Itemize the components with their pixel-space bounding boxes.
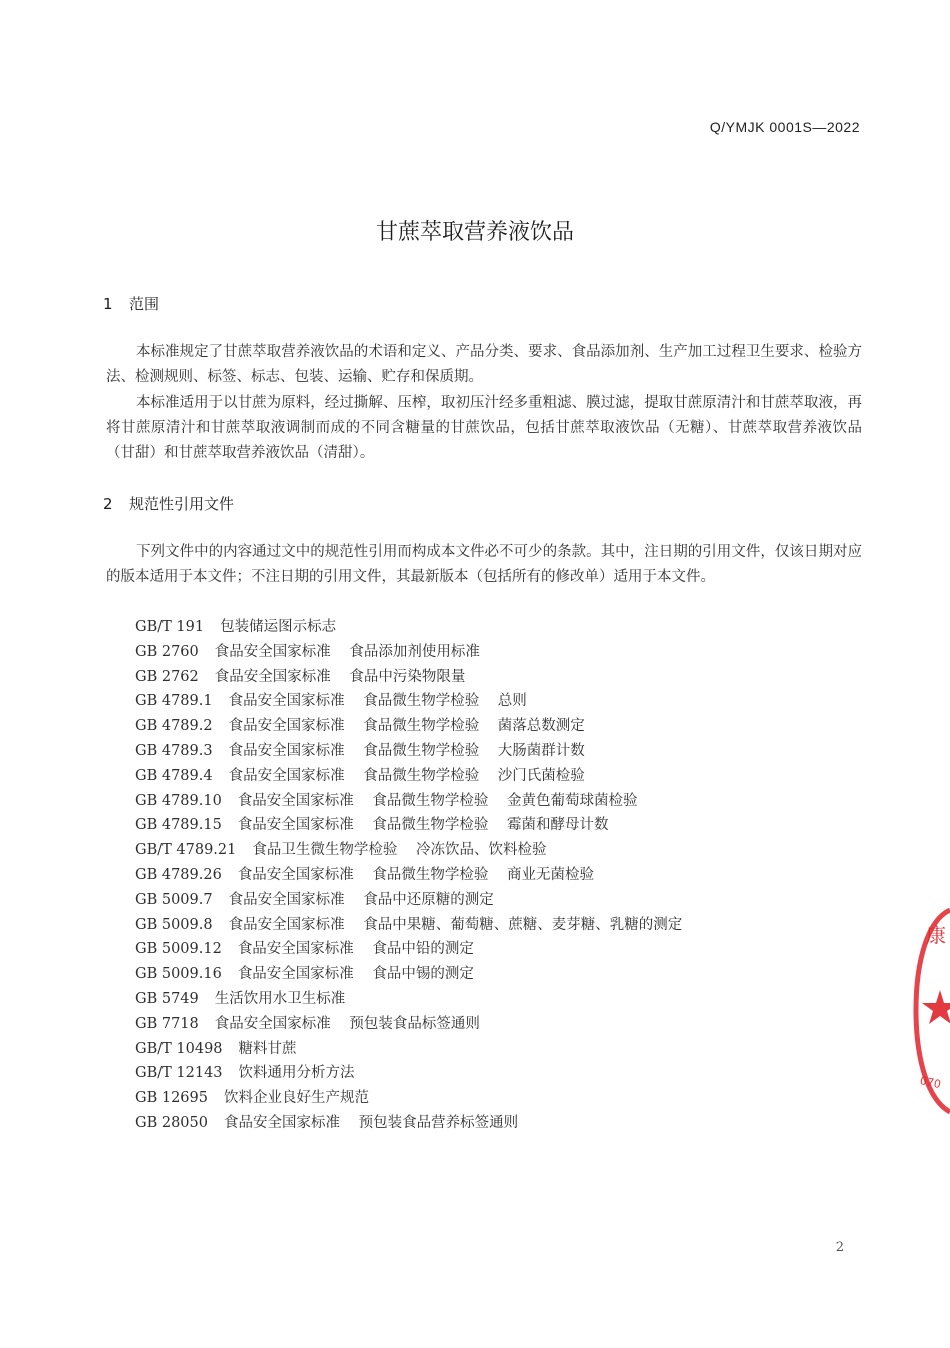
section-number: 1	[103, 295, 113, 313]
reference-title: 食品安全国家标准 食品微生物学检验 菌落总数测定	[228, 718, 585, 735]
reference-title: 包装储运图示标志	[220, 619, 337, 635]
reference-item	[135, 813, 682, 838]
reference-title: 食品卫生微生物学检验 冷冻饮品、饮料检验	[252, 842, 547, 859]
section-title: 范围	[129, 295, 160, 313]
reference-title: 生活饮用水卫生标准	[214, 990, 346, 1007]
reference-code: GB 4789.15	[135, 817, 222, 834]
reference-item	[135, 987, 682, 1012]
document-code: Q/YMJK 0001S—2022	[709, 119, 860, 135]
reference-code: GB 4789.4	[135, 767, 213, 784]
reference-item	[135, 1086, 682, 1111]
reference-code: GB 5009.16	[135, 966, 222, 983]
reference-code: GB 4789.1	[135, 693, 213, 710]
reference-item	[135, 615, 682, 640]
reference-code: GB 4789.2	[135, 718, 213, 735]
reference-title: 食品安全国家标准 食品微生物学检验 金黄色葡萄球菌检验	[237, 792, 638, 809]
reference-code: GB/T 4789.21	[135, 842, 237, 859]
reference-title: 食品安全国家标准 食品中污染物限量	[214, 668, 466, 685]
reference-item	[135, 640, 682, 665]
document-title: 甘蔗萃取营养液饮品	[375, 220, 574, 245]
reference-title: 食品安全国家标准 食品中铅的测定	[237, 941, 474, 958]
section-2-heading	[103, 493, 234, 514]
reference-item	[135, 665, 682, 690]
reference-code: GB 12695	[135, 1090, 208, 1107]
reference-title: 糖料甘蔗	[238, 1040, 297, 1057]
scope-paragraph-1: 本标准规定了甘蔗萃取营养液饮品的术语和定义、产品分类、要求、食品添加剂、生产加工过程卫生要求、检验方法、检测规则、标签、标志、包装、运输、贮存和保质期。	[106, 344, 862, 385]
normative-references-list	[135, 615, 682, 1136]
reference-item	[135, 962, 682, 987]
seal-glyph: 康	[926, 923, 946, 947]
reference-title: 饮料通用分析方法	[238, 1065, 355, 1082]
reference-title: 饮料企业良好生产规范	[223, 1090, 369, 1107]
reference-title: 食品安全国家标准 预包装食品营养标签通则	[223, 1114, 519, 1131]
reference-code: GB 2760	[135, 643, 199, 660]
reference-item	[135, 1061, 682, 1086]
reference-item	[135, 863, 682, 888]
reference-item	[135, 1012, 682, 1037]
reference-item	[135, 1111, 682, 1136]
reference-item	[135, 739, 682, 764]
reference-title: 食品安全国家标准 食品中果糖、葡萄糖、蔗糖、麦芽糖、乳糖的测定	[228, 916, 683, 933]
references-intro-paragraph: 下列文件中的内容通过文中的规范性引用而构成本文件必不可少的条款。其中，注日期的引用文件，仅该日期对应的版本适用于本文件；不注日期的引用文件，其最新版本（包括所有的修改单）适用于本文件。	[106, 544, 862, 585]
reference-item	[135, 789, 682, 814]
reference-code: GB 4789.10	[135, 792, 222, 809]
reference-title: 食品安全国家标准 食品微生物学检验 沙门氏菌检验	[228, 767, 585, 784]
reference-code: GB/T 10498	[135, 1040, 223, 1057]
reference-title: 食品安全国家标准 食品中还原糖的测定	[228, 891, 494, 908]
reference-title: 食品安全国家标准 食品微生物学检验 霉菌和酵母计数	[237, 817, 609, 834]
reference-code: GB 4789.26	[135, 866, 222, 883]
reference-title: 食品安全国家标准 食品微生物学检验 商业无菌检验	[237, 866, 595, 883]
reference-code: GB/T 191	[135, 619, 205, 635]
section-number: 2	[103, 495, 113, 513]
reference-title: 食品安全国家标准 预包装食品标签通则	[214, 1015, 480, 1032]
reference-code: GB/T 12143	[135, 1065, 223, 1082]
reference-item	[135, 764, 682, 789]
seal-number: 070	[918, 1074, 943, 1092]
scope-paragraph-2: 本标准适用于以甘蔗为原料，经过撕解、压榨，取初压汁经多重粗滤、膜过滤，提取甘蔗原清汁和甘蔗萃取液，再将甘蔗原清汁和甘蔗萃取液调制而成的不同含糖量的甘蔗饮品，包括甘蔗萃取液饮品（无糖）、甘蔗萃取营养液饮品（甘甜）和甘蔗萃取营养液饮品（清甜）。	[106, 395, 862, 461]
section-title: 规范性引用文件	[129, 495, 235, 513]
reference-code: GB 7718	[135, 1015, 199, 1032]
page-number: 2	[835, 1240, 844, 1255]
reference-code: GB 28050	[135, 1114, 208, 1131]
reference-title: 食品安全国家标准 食品微生物学检验 大肠菌群计数	[228, 742, 585, 759]
reference-item	[135, 838, 682, 863]
reference-title: 食品安全国家标准 食品微生物学检验 总则	[228, 693, 527, 710]
reference-code: GB 5749	[135, 990, 199, 1007]
reference-item	[135, 913, 682, 938]
reference-code: GB 5009.7	[135, 891, 213, 908]
company-seal-stamp	[906, 900, 950, 1120]
reference-item	[135, 1037, 682, 1062]
reference-code: GB 4789.3	[135, 742, 213, 759]
reference-code: GB 5009.12	[135, 941, 222, 958]
reference-item	[135, 689, 682, 714]
reference-title: 食品安全国家标准 食品中锡的测定	[237, 966, 474, 983]
reference-code: GB 5009.8	[135, 916, 213, 933]
reference-item	[135, 888, 682, 913]
reference-title: 食品安全国家标准 食品添加剂使用标准	[214, 643, 480, 660]
reference-item	[135, 937, 682, 962]
reference-code: GB 2762	[135, 668, 199, 685]
reference-item	[135, 714, 682, 739]
section-1-heading	[103, 293, 159, 314]
